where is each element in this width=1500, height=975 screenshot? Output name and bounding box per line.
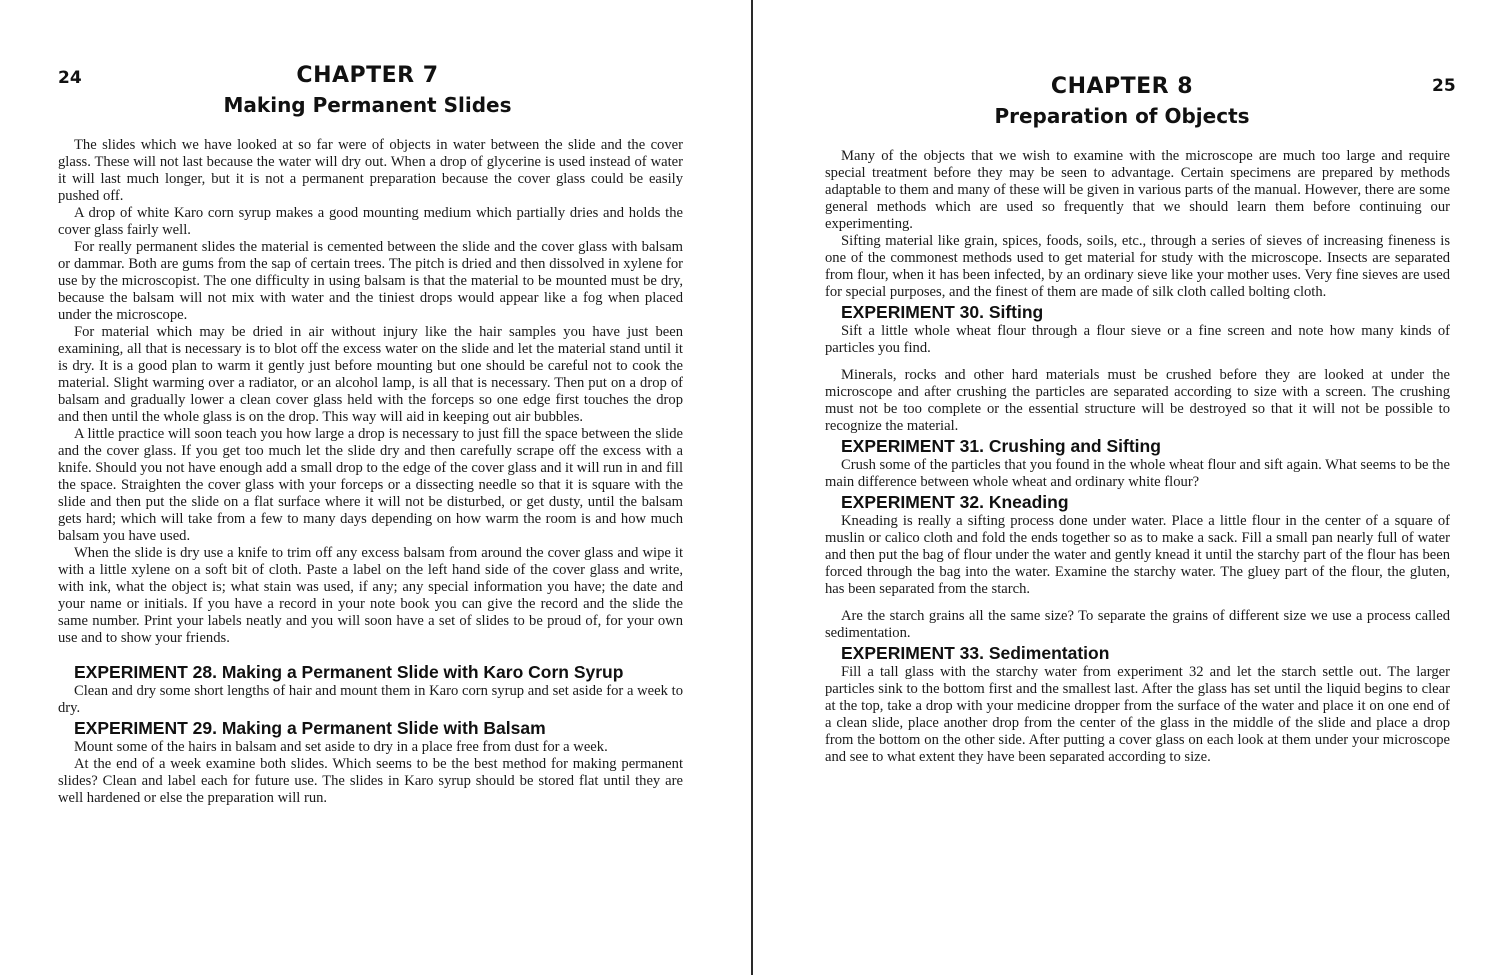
body-paragraph: Kneading is really a sifting process done under water. Place a little flour in the center of a square of muslin or calico cloth and fold the ends together so as to make a sack. Fill a small pan nearly full of water and then put the bag of flour under the water and gently knead it until the starchy part of the flour has been forced through the bag into the water. Examine the starchy water. The gluey part of the flour, the gluten, has been separated from the starch. bbox=[825, 513, 1450, 597]
body-paragraph: The slides which we have looked at so far were of objects in water between the slide and the cover glass. These will not last because the water will dry out. When a drop of glycerine is used instead of water it will last much longer, but it is not a permanent preparation because the cover glass could be easily pushed off. bbox=[58, 137, 683, 204]
chapter-title: Preparation of Objects bbox=[994, 104, 1250, 128]
body-paragraph: For material which may be dried in air without injury like the hair samples you have just been examining, all that is necessary is to blot off the excess water on the slide and let the material stand until it is dry. It is a good plan to warm it gently just before mounting but one should be careful not to cook the material. Slight warming over a radiator, or an alcohol lamp, is all that is necessary. Then put on a drop of balsam and gradually lower a clean cover glass held with the forceps so one edge first touches the drop and then until the whole glass is on the drop. This way will aid in keeping out air bubbles. bbox=[58, 324, 683, 425]
body-paragraph: At the end of a week examine both slides. Which seems to be the best method for making permanent slides? Clean and label each for future use. The slides in Karo syrup should be stored flat until they are well hardened or else the preparation will run. bbox=[58, 756, 683, 806]
body-paragraph: Sifting material like grain, spices, foods, soils, etc., through a series of sieves of increasing fineness is one of the commonest methods used to get material for study with the microscope. Insects are separated from flour, when it has been infected, by an ordinary sieve like your mother uses. Very fine sieves are used for special purposes, and the finest of them are made of silk cloth called bolting cloth. bbox=[825, 233, 1450, 300]
experiment-heading: EXPERIMENT 33. Sedimentation bbox=[841, 643, 1110, 663]
body-paragraph: Fill a tall glass with the starchy water from experiment 32 and let the starch settle out. The larger particles sink to the bottom first and the smallest last. After the glass has set until the liquid begins to clear at the top, take a drop with your medicine dropper from the surface of the water and place it on one end of a clean slide, place another drop from the center of the glass in the middle of the slide and place a drop from the bottom on the other side. After putting a cover glass on each look at them under your microscope and see to what extent they have been separated according to size. bbox=[825, 664, 1450, 765]
body-paragraph: A little practice will soon teach you how large a drop is necessary to just fill the space between the slide and the cover glass. If you get too much let the slide dry and then carefully scrape off the excess with a knife. Should you not have enough add a small drop to the edge of the cover glass and it will run in and fill the space. Straighten the cover glass with your forceps or a dissecting needle so that it is square with the slide and then put the slide on a flat surface where it will not be disturbed, or get dusty, until the balsam gets hard; which will take from a few to many days depending on how warm the room is and how much balsam you have used. bbox=[58, 426, 683, 544]
experiment-heading: EXPERIMENT 30. Sifting bbox=[841, 302, 1044, 322]
chapter-heading: CHAPTER 7 bbox=[296, 63, 439, 88]
body-paragraph: Many of the objects that we wish to examine with the microscope are much too large and require special treatment before they may be seen to advantage. Certain specimens are prepared by methods adaptable to them and many of these will be given in various parts of the manual. However, there are some general methods which are used so frequently that we should learn them before continuing our experimenting. bbox=[825, 148, 1450, 232]
body-paragraph: Clean and dry some short lengths of hair and mount them in Karo corn syrup and set aside for a week to dry. bbox=[58, 683, 683, 716]
body-paragraph: When the slide is dry use a knife to trim off any excess balsam from around the cover glass and wipe it with a little xylene on a soft bit of cloth. Paste a label on the left hand side of the cover glass and write, with ink, what the object is; what stain was used, if any; any special information you have; the date and your name or initials. If you have a record in your note book you can give the record and the slide the same number. Print your labels neatly and you will soon have a set of slides to be proud of, for your own use and to show your friends. bbox=[58, 545, 683, 646]
page-number: 25 bbox=[1432, 76, 1456, 96]
right-page bbox=[752, 0, 1500, 975]
right-body bbox=[825, 148, 1450, 766]
body-paragraph: A drop of white Karo corn syrup makes a good mounting medium which partially dries and holds the cover glass fairly well. bbox=[58, 205, 683, 238]
left-body bbox=[58, 137, 683, 807]
chapter-title: Making Permanent Slides bbox=[223, 93, 512, 117]
page-number: 24 bbox=[58, 68, 82, 88]
experiment-heading: EXPERIMENT 31. Crushing and Sifting bbox=[841, 436, 1161, 456]
body-paragraph: For really permanent slides the material is cemented between the slide and the cover glass with balsam or dammar. Both are gums from the sap of certain trees. The pitch is dried and then dissolved in xylene for use by the microscopist. The one difficulty in using balsam is that the material to be mounted must be dry, because the balsam will not mix with water and the tiniest drops would appear like a fog when placed under the microscope. bbox=[58, 239, 683, 323]
body-paragraph: Mount some of the hairs in balsam and set aside to dry in a place free from dust for a week. bbox=[74, 739, 608, 755]
chapter-heading: CHAPTER 8 bbox=[1050, 74, 1194, 99]
body-paragraph: Are the starch grains all the same size? To separate the grains of different size we use a process called sedimentation. bbox=[825, 608, 1450, 641]
experiment-heading: EXPERIMENT 32. Kneading bbox=[841, 492, 1069, 512]
body-paragraph: Minerals, rocks and other hard materials must be crushed before they are looked at under the microscope and after crushing the particles are separated according to size with a screen. The crushing must not be too complete or the essential structure will be destroyed so that it will not be possible to recognize the material. bbox=[825, 367, 1450, 434]
body-paragraph: Crush some of the particles that you found in the whole wheat flour and sift again. What seems to be the main difference between whole wheat and ordinary white flour? bbox=[825, 457, 1450, 490]
experiment-heading: EXPERIMENT 29. Making a Permanent Slide with Balsam bbox=[74, 718, 546, 738]
experiment-heading: EXPERIMENT 28. Making a Permanent Slide with Karo Corn Syrup bbox=[74, 662, 624, 682]
body-paragraph: Sift a little whole wheat flour through a flour sieve or a fine screen and note how many kinds of particles you find. bbox=[825, 323, 1450, 356]
